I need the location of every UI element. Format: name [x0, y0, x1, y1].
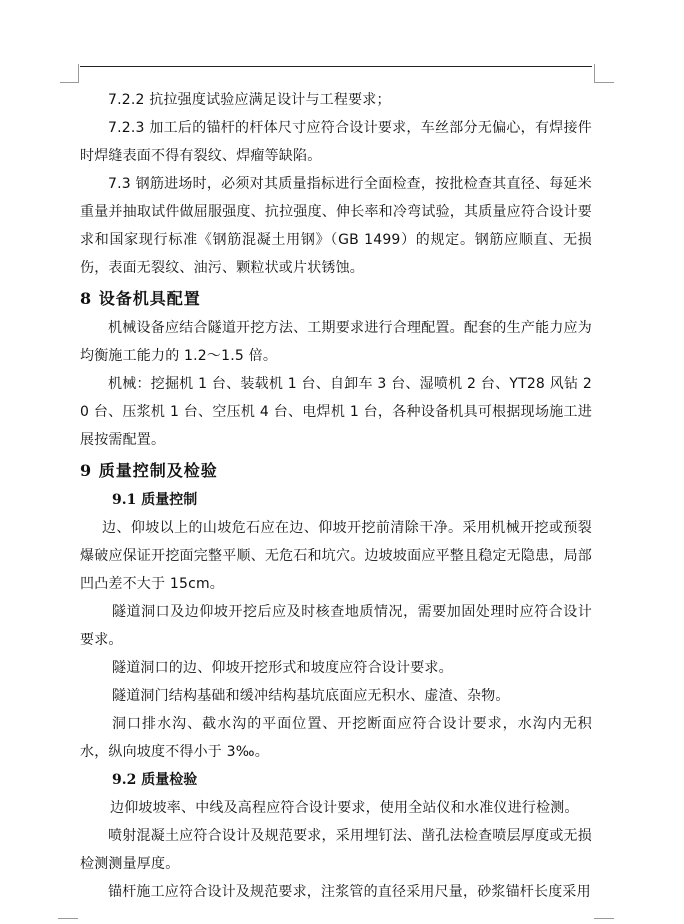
section-heading-9: 9 质量控制及检验 [80, 461, 218, 480]
paragraph-9-1-5: 洞口排水沟、截水沟的平面位置、开挖断面应符合设计要求，水沟内无积水，纵向坡度不得小于 3‰。 [80, 716, 592, 760]
crop-mark-bottom-right [594, 918, 614, 919]
crop-mark-bottom-left [58, 918, 78, 919]
paragraph-9-2-3: 锚杆施工应符合设计及规范要求，注浆管的直径采用尺量，砂浆锚杆长度采用 [108, 884, 591, 900]
paragraph-7-2-3: 7.2.3 加工后的锚杆的杆体尺寸应符合设计要求，车丝部分无偏心，有焊接件时焊缝表面不得有裂纹、焊瘤等缺陷。 [80, 120, 592, 164]
crop-mark-top-right [594, 64, 595, 82]
crop-mark-top-right [594, 82, 614, 83]
paragraph-7-2-2: 7.2.2 抗拉强度试验应满足设计与工程要求； [108, 92, 391, 108]
subsection-heading-9-2: 9.2 质量检验 [112, 772, 198, 788]
crop-mark-top-left [78, 64, 79, 82]
paragraph-9-1-2: 隧道洞口及边仰坡开挖后应及时核查地质情况，需要加固处理时应符合设计要求。 [80, 604, 592, 648]
subsection-heading-9-1: 9.1 质量控制 [112, 492, 198, 508]
paragraph-9-2-2: 喷射混凝土应符合设计及规范要求，采用埋钉法、凿孔法检查喷层厚度或无损检测测量厚度。 [80, 828, 592, 872]
paragraph-9-1-1: 边、仰坡以上的山坡危石应在边、仰坡开挖前清除干净。采用机械开挖或预裂爆破应保证开挖面完整平顺、无危石和坑穴。边坡坡面应平整且稳定无隐患，局部凹凸差不大于 15cm。 [80, 520, 592, 592]
document-body [80, 86, 592, 906]
header-rule [80, 66, 592, 67]
paragraph-7-3: 7.3 钢筋进场时，必须对其质量指标进行全面检查，按批检查其直径、每延米重量并抽取试件做屈服强度、抗拉强度、伸长率和冷弯试验，其质量应符合设计要求和国家现行标准《钢筋混凝土用钢》（GB 1499）的规定。钢筋应顺直、无损伤，表面无裂纹、油污、颗粒状或片状锈蚀。 [80, 176, 592, 276]
paragraph-9-1-3: 隧道洞口的边、仰坡开挖形式和坡度应符合设计要求。 [112, 660, 453, 676]
crop-mark-top-left [60, 82, 79, 83]
paragraph-9-2-1: 边仰坡坡率、中线及高程应符合设计要求，使用全站仪和水准仪进行检测。 [110, 800, 579, 816]
paragraph-8-1: 机械设备应结合隧道开挖方法、工期要求进行合理配置。配套的生产能力应为均衡施工能力的 1.2～1.5 倍。 [80, 320, 592, 364]
paragraph-8-2: 机械：挖掘机 1 台、装载机 1 台、自卸车 3 台、湿喷机 2 台、YT28 风钻 20 台、压浆机 1 台、空压机 4 台、电焊机 1 台，各种设备机具可根据现场施工进展按需配置。 [80, 376, 592, 448]
section-heading-8: 8 设备机具配置 [80, 289, 201, 308]
paragraph-9-1-4: 隧道洞门结构基础和缓冲结构基坑底面应无积水、虚渣、杂物。 [112, 688, 510, 704]
